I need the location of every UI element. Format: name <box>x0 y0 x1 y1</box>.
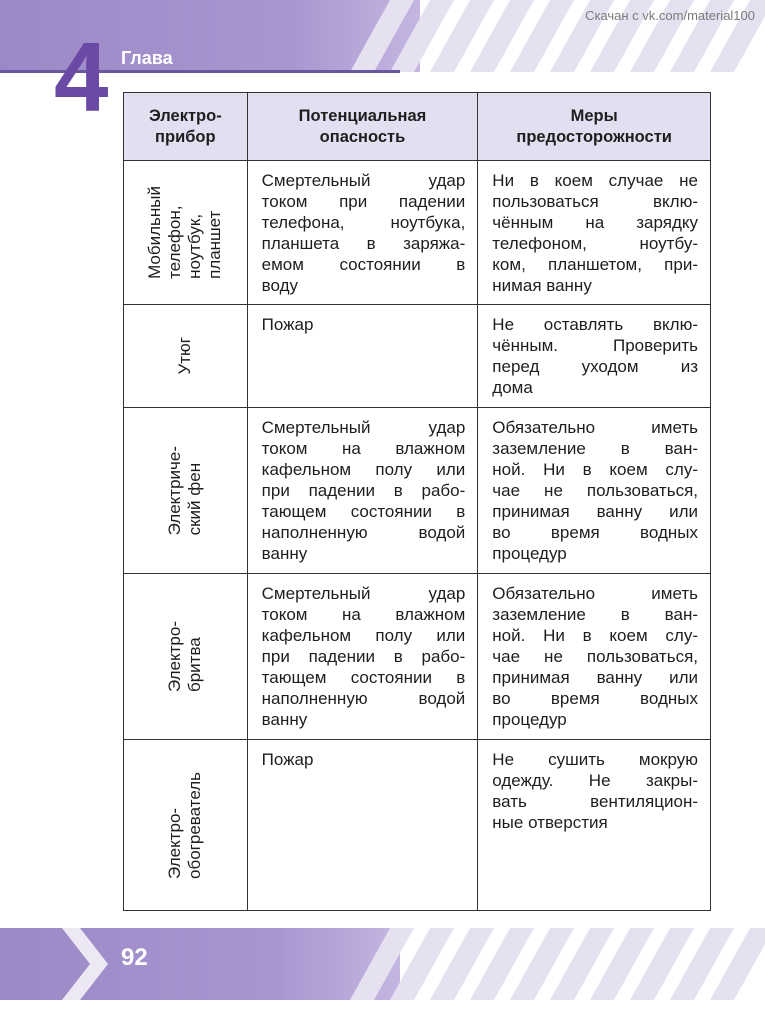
precaution-line: чае не пользоваться, <box>492 647 698 666</box>
precaution-line: заземление в ван- <box>492 605 698 624</box>
precautions-cell <box>478 574 711 740</box>
danger-line: кафельном полу или <box>261 460 466 479</box>
device-cell <box>124 574 248 740</box>
precaution-line: ной. Ни в коем слу- <box>492 626 698 645</box>
danger-line: тающем состоянии в <box>261 668 466 687</box>
precaution-line: принимая ванну или <box>492 668 698 687</box>
chapter-label: Глава <box>121 48 173 68</box>
precaution-line: чённым на зарядку <box>492 213 698 232</box>
header-precautions <box>478 93 711 161</box>
device-label <box>165 621 205 692</box>
chapter-number: 4 <box>54 22 109 132</box>
precaution-line: пользоваться вклю- <box>492 192 698 211</box>
precaution-line: нимая ванну <box>492 276 592 295</box>
device-cell <box>124 740 248 911</box>
header-line: Меры <box>570 106 618 125</box>
precaution-line: Не сушить мокрую <box>492 750 698 769</box>
precaution-line: во время водных <box>492 523 698 542</box>
danger-line: при падении в рабо- <box>261 647 466 666</box>
danger-line: Пожар <box>261 750 314 769</box>
precaution-line: Ни в коем случае не <box>492 171 698 190</box>
precaution-line: Обязательно иметь <box>492 584 698 603</box>
device-label <box>165 772 205 879</box>
device-line: телефон, <box>165 205 185 279</box>
page-footer <box>0 928 765 1000</box>
precautions-cell <box>478 408 711 574</box>
header-line: предосторожности <box>516 127 672 146</box>
footer-stripes <box>330 928 765 1000</box>
device-line: обогреватель <box>185 771 205 879</box>
danger-line: ванну <box>261 710 308 729</box>
precaution-line: дома <box>492 378 533 397</box>
precaution-line: заземление в ван- <box>492 439 698 458</box>
page-number: 92 <box>121 944 148 971</box>
chevron-right-icon <box>62 928 112 1000</box>
table-row <box>124 161 711 305</box>
precaution-line: ной. Ни в коем слу- <box>492 460 698 479</box>
device-line: планшет <box>205 210 225 279</box>
danger-cell <box>247 574 478 740</box>
precaution-line: перед уходом из <box>492 357 698 376</box>
device-cell <box>124 408 248 574</box>
danger-line: Пожар <box>261 315 314 334</box>
danger-line: током на влажном <box>261 439 466 458</box>
precaution-line: во время водных <box>492 689 698 708</box>
precaution-line: принимая ванну или <box>492 502 698 521</box>
precaution-line: чённым. Проверить <box>492 336 698 355</box>
danger-cell <box>247 161 478 305</box>
precaution-line: ные отверстия <box>492 813 608 832</box>
danger-line: Смертельный удар <box>261 584 466 603</box>
danger-line: кафельном полу или <box>261 626 466 645</box>
device-label <box>175 337 195 375</box>
header-line: Электро- <box>148 106 222 125</box>
danger-line: током при падении <box>261 192 466 211</box>
table-row <box>124 740 711 911</box>
danger-line: Смертельный удар <box>261 418 466 437</box>
safety-table-wrapper <box>123 92 711 911</box>
table-row <box>124 408 711 574</box>
precautions-cell <box>478 305 711 408</box>
header-line: прибор <box>155 127 216 146</box>
header-line: Потенциальная <box>298 106 427 125</box>
header-line: опасность <box>319 127 406 146</box>
danger-line: тающем состоянии в <box>261 502 466 521</box>
danger-line: током на влажном <box>261 605 466 624</box>
device-label <box>145 186 225 279</box>
precaution-line: процедур <box>492 544 567 563</box>
device-cell <box>124 305 248 408</box>
danger-cell <box>247 305 478 408</box>
precaution-line: вать вентиляцион- <box>492 792 698 811</box>
table-row <box>124 574 711 740</box>
danger-cell <box>247 408 478 574</box>
danger-line: ванну <box>261 544 308 563</box>
device-line: Электро- <box>165 620 185 692</box>
danger-line: наполненную водой <box>261 523 466 542</box>
danger-line: наполненную водой <box>261 689 466 708</box>
safety-table <box>123 92 711 911</box>
watermark: Скачан с vk.com/material100 <box>585 8 755 23</box>
device-line: Электриче- <box>165 445 185 536</box>
danger-cell <box>247 740 478 911</box>
table-header-row <box>124 93 711 161</box>
precautions-cell <box>478 161 711 305</box>
precaution-line: ком, планшетом, при- <box>492 255 698 274</box>
device-cell <box>124 161 248 305</box>
danger-line: воду <box>261 276 298 295</box>
danger-line: Смертельный удар <box>261 171 466 190</box>
precaution-line: Не оставлять вклю- <box>492 315 698 334</box>
device-line: Электро- <box>165 807 185 879</box>
precautions-cell <box>478 740 711 911</box>
precaution-line: чае не пользоваться, <box>492 481 698 500</box>
precaution-line: Обязательно иметь <box>492 418 698 437</box>
device-line: ноутбук, <box>185 213 205 279</box>
danger-line: емом состоянии в <box>261 255 466 274</box>
device-line: ский фен <box>185 462 205 536</box>
device-line: Утюг <box>175 337 195 375</box>
device-label <box>165 446 205 535</box>
header-device <box>124 93 248 161</box>
table-row <box>124 305 711 408</box>
precaution-line: процедур <box>492 710 567 729</box>
precaution-line: телефоном, ноутбу- <box>492 234 698 253</box>
device-line: бритва <box>185 637 205 692</box>
danger-line: планшета в заряжа- <box>261 234 466 253</box>
danger-line: при падении в рабо- <box>261 481 466 500</box>
precaution-line: одежду. Не закры- <box>492 771 698 790</box>
danger-line: телефона, ноутбука, <box>261 213 466 232</box>
device-line: Мобильный <box>145 186 165 279</box>
header-danger <box>247 93 478 161</box>
